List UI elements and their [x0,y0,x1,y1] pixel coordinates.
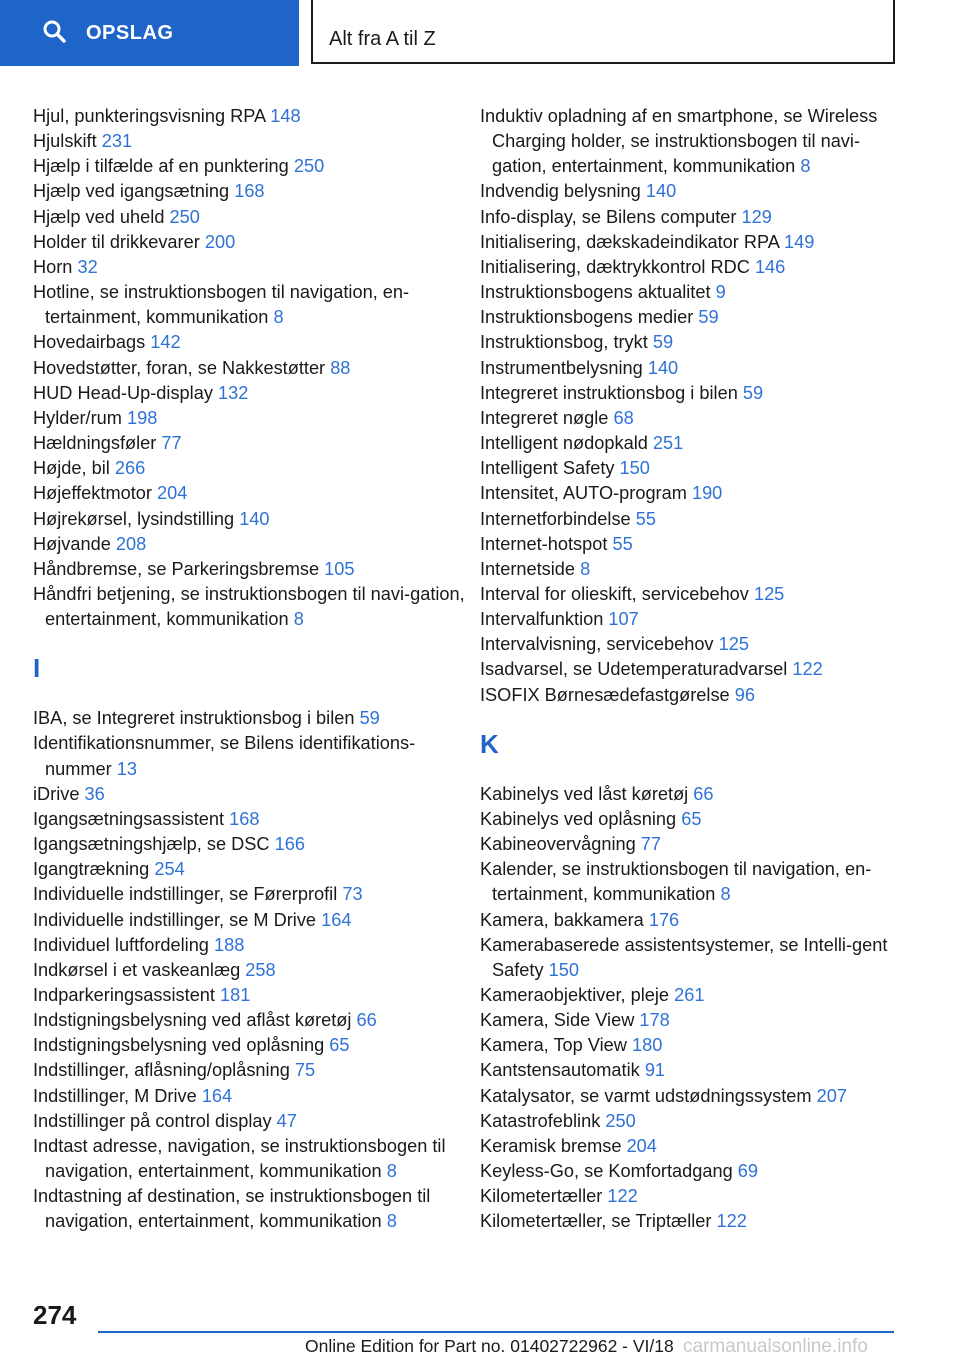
page-reference-link[interactable]: 204 [157,483,188,504]
page-reference-link[interactable]: 59 [359,708,380,729]
page-reference-link[interactable]: 36 [84,783,105,804]
page-reference-link[interactable]: 13 [116,758,137,779]
index-entry-text: Igangsætningshjælp, se DSC [33,834,270,855]
page-reference-link[interactable]: 65 [329,1035,350,1056]
index-entry-text: Keyless-Go, se Komfortadgang [480,1161,733,1182]
index-entry[interactable] [33,381,473,406]
index-entry-text: Holder til drikkevarer [33,231,200,252]
page-reference-link[interactable]: 200 [204,231,236,252]
index-entry-text: Keramisk bremse [480,1135,622,1156]
index-entry[interactable] [480,330,900,355]
page-reference-link[interactable]: 77 [161,433,182,454]
search-label: OPSLAG [86,21,174,44]
watermark: carmanualsonline.info [683,1336,868,1357]
index-entry-text: Interval for olieskift, servicebehov [480,583,749,604]
index-entry-text: Hjulskift [33,131,97,152]
index-entry-text: Individuelle indstillinger, se Førerprofil [33,884,338,905]
index-entry[interactable] [33,230,473,255]
index-entry-text: Kilometertæller, se Triptæller [480,1211,712,1232]
page-reference-link[interactable]: 258 [245,959,276,980]
page-reference-link[interactable]: 122 [607,1186,638,1207]
index-entry-text: Hjælp ved igangsætning [33,181,230,202]
page-reference-link[interactable]: 164 [201,1085,233,1106]
index-entry-text: Identifikationsnummer, se Bilens identifikations-nummer [33,733,416,779]
page-reference-link[interactable]: 190 [691,483,723,504]
index-entry-text: IBA, se Integreret instruktionsbog i bilen [33,708,355,729]
page-reference-link[interactable]: 129 [741,206,772,227]
index-entry-text: Hældningsføler [33,433,157,454]
index-entry[interactable] [33,1134,473,1184]
index-entry-text: Integreret instruktionsbog i bilen [480,382,738,403]
index-entry[interactable] [33,356,473,381]
chapter-title: Alt fra A til Z [329,28,436,50]
index-entry[interactable] [33,1184,473,1234]
index-entry[interactable] [480,255,900,280]
index-entry[interactable] [33,958,473,983]
page-reference-link[interactable]: 204 [626,1135,657,1156]
index-entry[interactable] [480,908,900,933]
page-reference-link[interactable]: 9 [715,282,726,303]
index-entry-text: Hjælp ved uheld [33,206,165,227]
edition-text: Online Edition for Part no. 01402722962 - VI/18 [305,1336,674,1356]
index-entry-text: Kamerabaserede assistentsystemer, se Intelli-gent Safety [480,934,888,980]
index-entry[interactable] [33,154,473,179]
page-reference-link[interactable]: 178 [639,1010,670,1031]
index-entry-text: Intelligent Safety [480,458,615,479]
index-entry[interactable] [33,857,473,882]
page-reference-link[interactable]: 250 [605,1110,636,1131]
index-entry[interactable] [33,983,473,1008]
page-reference-link[interactable]: 148 [270,106,301,126]
index-entry-text: Hjul, punkteringsvisning RPA [33,106,266,126]
index-entry-text: Hotline, se instruktionsbogen til navigation, en-tertainment, kommunikation [33,282,410,328]
index-entry-text: Hovedairbags [33,332,146,353]
index-entry[interactable] [33,807,473,832]
index-entry-text: Kabinelys ved oplåsning [480,808,677,829]
page-reference-link[interactable]: 8 [800,156,811,177]
index-entry-text: Induktiv opladning af en smartphone, se Wireless Charging holder, se instruktionsbogen til navi-gation, entertainment, kommunikation [480,106,878,177]
index-entry[interactable] [480,1033,900,1058]
index-entry[interactable] [480,104,900,179]
index-column-right [480,104,900,1235]
page-reference-link[interactable]: 142 [150,332,181,353]
index-entry[interactable] [33,456,473,481]
index-entry[interactable] [33,431,473,456]
page-reference-link[interactable]: 125 [753,583,785,604]
index-entry[interactable] [480,807,900,832]
index-entry-text: Internetside [480,558,576,579]
page-reference-link[interactable]: 140 [645,181,677,202]
entries-k [480,782,900,1235]
index-entry-text: Kabinelys ved låst køretøj [480,783,689,804]
page-reference-link[interactable]: 88 [330,357,351,378]
index-entry-text: Håndbremse, se Parkeringsbremse [33,558,320,579]
index-entry-text: HUD Head-Up-display [33,382,213,403]
index-entry-text: Instruktionsbogens aktualitet [480,282,711,303]
page-reference-link[interactable]: 73 [342,884,363,905]
index-entry-text: Håndfri betjening, se instruktionsbogen til navi-gation, entertainment, kommunikation [33,583,465,630]
page-reference-link[interactable]: 181 [220,985,251,1005]
index-entry-text: Katalysator, se varmt udstødningssystem [480,1085,812,1106]
index-entry-text: Instruktionsbog, trykt [480,332,648,353]
index-entry[interactable] [33,1058,473,1083]
index-entry-text: iDrive [33,783,80,804]
page-reference-link[interactable]: 107 [608,609,639,630]
page-reference-link[interactable]: 146 [754,256,786,277]
page-reference-link[interactable]: 8 [386,1211,397,1232]
index-entry[interactable] [33,507,473,532]
index-entry-text: Instruktionsbogens medier [480,307,694,328]
index-entry-text: Kamera, Top View [480,1035,627,1056]
page-reference-link[interactable]: 65 [681,808,702,829]
entries-i [33,706,473,1234]
page-reference-link[interactable]: 66 [356,1010,377,1031]
index-entry[interactable] [33,706,473,731]
page-reference-link[interactable]: 66 [693,783,714,804]
index-entry-text: Internet-hotspot [480,533,608,554]
section-letter-k: K [480,728,499,759]
index-entry[interactable] [480,456,900,481]
index-entry-text: Initialisering, dækskadeindikator RPA [480,231,779,252]
index-entry[interactable] [33,205,473,230]
page-reference-link[interactable]: 140 [239,508,270,529]
index-entry-text: Højde, bil [33,458,110,479]
page-reference-link[interactable]: 75 [294,1060,316,1081]
index-entry[interactable] [33,557,473,582]
index-entry-text: Katastrofeblink [480,1110,601,1131]
index-entry-text: Initialisering, dæktrykkontrol RDC [480,256,750,277]
index-entry[interactable] [480,507,900,532]
index-entry[interactable] [33,532,473,557]
index-column-left [33,104,473,1235]
index-entry-text: Hjælp i tilfælde af en punktering [33,156,289,177]
index-entry[interactable] [480,607,900,632]
page-reference-link[interactable]: 77 [640,834,662,855]
page-reference-link[interactable]: 261 [674,985,705,1005]
index-entry[interactable] [33,832,473,857]
page-reference-link[interactable]: 91 [644,1060,666,1081]
page-reference-link[interactable]: 198 [127,407,158,428]
index-entry-text: Intervalfunktion [480,609,604,630]
page-reference-link[interactable]: 266 [114,458,146,479]
index-entry[interactable] [480,1184,900,1209]
page-reference-link[interactable]: 8 [720,884,731,905]
index-entry-text: Indstillinger på control display [33,1110,272,1131]
index-entry-text: Igangsætningsassistent [33,808,225,829]
page-reference-link[interactable]: 149 [783,231,815,252]
index-entry[interactable] [480,782,900,807]
page-reference-link[interactable]: 8 [273,307,284,328]
index-entry-text: Internetforbindelse [480,508,631,529]
index-entry[interactable] [480,1084,900,1109]
index-entry[interactable] [480,1209,900,1234]
index-entry[interactable] [33,1008,473,1033]
index-entry[interactable] [33,179,473,204]
index-entry[interactable] [480,632,900,657]
index-entry-text: Isadvarsel, se Udetemperaturadvarsel [480,659,788,680]
page-reference-link[interactable]: 140 [647,357,679,378]
page-reference-link[interactable]: 168 [234,181,265,202]
index-entry[interactable] [33,582,473,632]
index-entry-text: Kabineovervågning [480,834,636,855]
index-entry[interactable] [33,330,473,355]
index-entry[interactable] [480,582,900,607]
index-entry-text: Højeffektmotor [33,483,152,504]
page-reference-link[interactable]: 122 [792,659,823,680]
page-reference-link[interactable]: 150 [548,959,579,980]
page-header [0,0,960,66]
index-entry-text: Kameraobjektiver, pleje [480,985,670,1005]
index-entry-text: Intervalvisning, servicebehov [480,634,714,655]
page-reference-link[interactable]: 164 [321,909,352,930]
index-entry[interactable] [480,230,900,255]
page-reference-link[interactable]: 122 [716,1211,747,1232]
page-reference-link[interactable]: 96 [734,684,755,705]
page-reference-link[interactable]: 250 [169,206,200,227]
index-entry[interactable] [33,406,473,431]
index-entry-text: Indkørsel i et vaskeanlæg [33,959,241,980]
page-reference-link[interactable]: 68 [613,407,634,428]
index-entry[interactable] [480,832,900,857]
index-entry-text: ISOFIX Børnesædefastgørelse [480,684,730,705]
index-entry[interactable] [480,1159,900,1184]
index-entry[interactable] [480,431,900,456]
index-entry-text: Individuel luftfordeling [33,934,209,955]
index-entry[interactable] [33,104,473,129]
index-entry-text: Indtastning af destination, se instruktionsbogen til navigation, entertainment, kommunikation [33,1186,431,1232]
page-reference-link[interactable]: 132 [217,382,249,403]
index-entry[interactable] [33,481,473,506]
index-entry[interactable] [480,532,900,557]
index-entry[interactable] [33,782,473,807]
index-entry[interactable] [480,983,900,1008]
index-entry[interactable] [480,1109,900,1134]
page-reference-link[interactable]: 8 [293,609,304,630]
index-entry-text: Individuelle indstillinger, se M Drive [33,909,317,930]
index-entry-text: Intelligent nødopkald [480,433,648,454]
index-entry[interactable] [33,908,473,933]
index-entry-text: Indparkeringsassistent [33,985,215,1005]
page-reference-link[interactable]: 188 [214,934,245,955]
page-reference-link[interactable]: 125 [718,634,749,655]
index-entry-text: Indvendig belysning [480,181,641,202]
section-letter-i: I [33,653,41,684]
search-icon [42,19,66,48]
index-entry[interactable] [33,731,473,781]
index-entry-text: Hovedstøtter, foran, se Nakkestøtter [33,357,326,378]
index-entry-text: Info-display, se Bilens computer [480,206,737,227]
index-entry[interactable] [480,381,900,406]
index-entry-text: Indstillinger, aflåsning/oplåsning [33,1060,290,1081]
index-entry-text: Kilometertæller [480,1186,603,1207]
entries-i-continued [480,104,900,708]
page-reference-link[interactable]: 8 [386,1161,397,1182]
index-entry-text: Integreret nøgle [480,407,609,428]
index-entry[interactable] [480,1058,900,1083]
index-entry[interactable] [33,280,473,330]
page-reference-link[interactable]: 55 [635,508,656,529]
page-reference-link[interactable]: 55 [612,533,633,554]
index-entry-text: Indstillinger, M Drive [33,1085,197,1106]
index-entry-text: Højvande [33,533,111,554]
index-entry[interactable] [33,933,473,958]
page-reference-link[interactable]: 47 [276,1110,297,1131]
index-entry[interactable] [33,1084,473,1109]
index-entry-text: Igangtrækning [33,859,150,880]
page-reference-link[interactable]: 231 [101,131,133,152]
index-entry-text: Kamera, Side View [480,1010,635,1031]
index-entry[interactable] [480,933,900,983]
page-reference-link[interactable]: 251 [652,433,684,454]
page-reference-link[interactable]: 8 [580,558,591,579]
page-reference-link[interactable]: 207 [816,1085,847,1106]
index-entry-text: Hylder/rum [33,407,122,428]
page-reference-link[interactable]: 166 [274,834,305,855]
index-entry[interactable] [480,857,900,907]
entries-h [33,104,473,632]
index-entry[interactable] [480,1134,900,1159]
index-entry-text: Højrekørsel, lysindstilling [33,508,235,529]
index-entry-text: Indstigningsbelysning ved oplåsning [33,1035,325,1056]
index-entry[interactable] [33,1033,473,1058]
footer-divider [98,1331,894,1333]
page-reference-link[interactable]: 208 [115,533,147,554]
index-entry[interactable] [480,356,900,381]
index-entry[interactable] [480,1008,900,1033]
page-reference-link[interactable]: 180 [632,1035,663,1056]
index-entry[interactable] [33,1109,473,1134]
search-tab[interactable] [0,0,299,66]
index-entry[interactable] [480,406,900,431]
index-entry-text: Horn [33,256,73,277]
page-reference-link[interactable]: 254 [154,859,185,880]
index-entry-text: Kalender, se instruktionsbogen til navigation, en-tertainment, kommunikation [480,859,872,905]
index-entry-text: Indstigningsbelysning ved aflåst køretøj [33,1010,352,1031]
index-entry[interactable] [480,179,900,204]
index-entry[interactable] [33,882,473,907]
index-entry[interactable] [480,557,900,582]
index-entry[interactable] [480,205,900,230]
index-entry-text: Instrumentbelysning [480,357,643,378]
page-reference-link[interactable]: 32 [77,256,98,277]
chapter-title-box [311,0,895,64]
page-reference-link[interactable]: 250 [293,156,325,177]
index-entry-text: Intensitet, AUTO-program [480,483,687,504]
page-number: 274 [33,1300,77,1330]
page-reference-link[interactable]: 168 [229,808,260,829]
index-entry-text: Kantstensautomatik [480,1060,640,1081]
page-reference-link[interactable]: 59 [652,332,674,353]
index-entry[interactable] [33,129,473,154]
index-entry[interactable] [480,481,900,506]
page-reference-link[interactable]: 176 [648,909,680,930]
index-entry[interactable] [480,683,900,708]
index-entry[interactable] [480,305,900,330]
page-reference-link[interactable]: 59 [742,382,764,403]
page-reference-link[interactable]: 69 [737,1161,759,1182]
index-entry[interactable] [33,255,473,280]
index-entry[interactable] [480,280,900,305]
index-entry-text: Kamera, bakkamera [480,909,644,930]
page-reference-link[interactable]: 59 [698,307,719,328]
index-entry[interactable] [480,657,900,682]
page-reference-link[interactable]: 105 [324,558,355,579]
page-reference-link[interactable]: 150 [619,458,650,479]
index-entry-text: Indtast adresse, navigation, se instruktionsbogen til navigation, entertainment, kommunikation [33,1135,446,1182]
